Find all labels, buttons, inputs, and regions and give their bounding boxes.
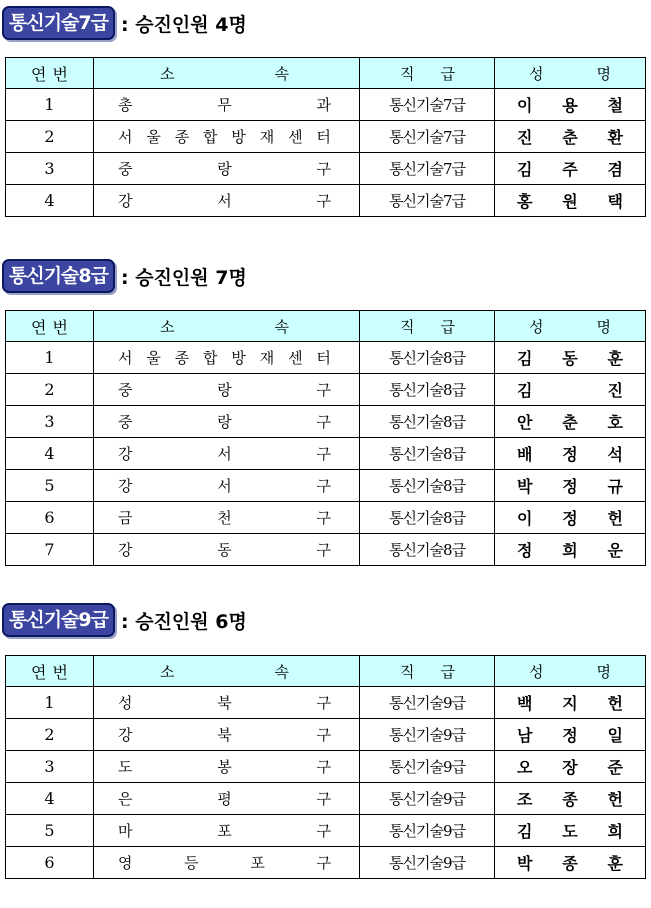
row-dept — [94, 783, 360, 815]
row-dept-char: 터 — [316, 349, 331, 367]
row-name-char: 헌 — [607, 790, 623, 809]
row-dept-char: 영 — [118, 854, 133, 872]
row-dept-char: 구 — [316, 822, 331, 840]
table-row — [6, 374, 646, 406]
row-dept-char: 구 — [316, 694, 331, 712]
row-name-char: 안 — [517, 413, 533, 432]
row-name — [495, 719, 646, 751]
row-num: 4 — [6, 185, 94, 217]
promotion-table — [5, 310, 646, 566]
row-name — [495, 89, 646, 121]
row-dept-text — [94, 724, 359, 745]
row-name-char: 장 — [562, 758, 578, 777]
header-dept-text — [94, 316, 359, 337]
table-row — [6, 342, 646, 374]
row-name-char: 운 — [607, 541, 623, 560]
row-name — [495, 815, 646, 847]
row-name-char: 박 — [517, 854, 533, 873]
row-dept-char: 재 — [259, 128, 275, 146]
row-name-char: 김 — [517, 822, 533, 841]
row-grade: 통신기술9급 — [360, 847, 495, 879]
row-name-text — [495, 378, 645, 401]
grade-badge: 통신기술7급 — [2, 6, 115, 40]
row-dept — [94, 534, 360, 566]
grade-badge: 통신기술8급 — [2, 259, 115, 293]
row-dept-char: 구 — [316, 413, 331, 431]
row-name-char: 남 — [517, 726, 533, 745]
header-name — [495, 656, 646, 687]
table-row — [6, 751, 646, 783]
row-dept-char: 종 — [174, 128, 190, 146]
table-row — [6, 185, 646, 217]
header-name-char: 성 — [529, 317, 544, 336]
table-row — [6, 153, 646, 185]
row-name-char: 정 — [562, 477, 578, 496]
row-name — [495, 783, 646, 815]
row-dept-text — [94, 411, 359, 432]
row-dept-text — [94, 126, 359, 147]
header-dept-char: 소 — [160, 317, 175, 336]
row-dept-char: 성 — [118, 694, 133, 712]
row-dept-char: 울 — [146, 128, 161, 146]
header-name-char: 명 — [596, 64, 611, 83]
header-num-char: 번 — [52, 662, 68, 682]
row-grade: 통신기술8급 — [360, 374, 495, 406]
header-grade-char: 급 — [440, 64, 454, 83]
row-num: 3 — [6, 153, 94, 185]
row-name-char: 규 — [607, 477, 623, 496]
row-dept-text — [94, 158, 359, 179]
row-dept-char: 금 — [118, 509, 133, 527]
table-row — [6, 470, 646, 502]
row-dept-text — [94, 190, 359, 211]
header-dept-char: 소 — [160, 662, 175, 681]
row-dept-char: 강 — [118, 445, 133, 463]
row-num: 6 — [6, 847, 94, 879]
row-name — [495, 751, 646, 783]
header-num — [6, 58, 94, 89]
header-name-char: 성 — [529, 662, 544, 681]
row-name-char: 호 — [607, 413, 623, 432]
row-grade: 통신기술7급 — [360, 153, 495, 185]
row-dept-text — [94, 852, 359, 873]
row-name-char: 헌 — [607, 509, 623, 528]
promotion-table — [5, 655, 646, 879]
row-name-char: 백 — [517, 694, 533, 713]
row-dept — [94, 185, 360, 217]
row-dept-char: 은 — [118, 790, 133, 808]
row-name-char: 원 — [562, 192, 578, 211]
row-dept-text — [94, 788, 359, 809]
row-dept-char: 종 — [174, 349, 190, 367]
row-dept-char: 방 — [231, 128, 246, 146]
table-header-row — [6, 656, 646, 687]
table-row — [6, 719, 646, 751]
row-dept-text — [94, 756, 359, 777]
row-name-char: 헌 — [607, 694, 623, 713]
grade-badge: 통신기술9급 — [2, 603, 115, 637]
row-dept — [94, 121, 360, 153]
row-dept-char: 울 — [146, 349, 161, 367]
row-name-char: 오 — [517, 758, 533, 777]
header-grade-text — [360, 661, 494, 682]
row-dept-char: 동 — [217, 541, 232, 559]
row-name-char: 이 — [517, 96, 533, 115]
row-num: 3 — [6, 406, 94, 438]
row-dept-char: 랑 — [217, 160, 232, 178]
row-name-char: 진 — [607, 381, 623, 400]
row-dept-char: 구 — [316, 541, 331, 559]
row-dept-char: 랑 — [217, 381, 232, 399]
table-row — [6, 815, 646, 847]
row-num: 1 — [6, 342, 94, 374]
header-grade — [360, 656, 495, 687]
row-name-char: 도 — [562, 822, 578, 841]
row-name-text — [495, 723, 645, 746]
table-row — [6, 783, 646, 815]
header-name-text — [495, 661, 645, 682]
header-num-char: 연 — [31, 64, 47, 84]
row-dept-char: 봉 — [217, 758, 232, 776]
row-dept — [94, 719, 360, 751]
row-dept-text — [94, 347, 359, 368]
row-dept-char: 서 — [217, 477, 232, 495]
row-name-char: 종 — [562, 790, 578, 809]
row-dept — [94, 374, 360, 406]
row-dept-char: 구 — [316, 854, 331, 872]
header-num-text — [6, 62, 93, 85]
row-grade: 통신기술8급 — [360, 438, 495, 470]
row-dept-char: 등 — [184, 854, 199, 872]
row-dept-text — [94, 443, 359, 464]
row-num: 4 — [6, 783, 94, 815]
row-name-char: 춘 — [562, 128, 578, 147]
table-row — [6, 121, 646, 153]
row-dept-char: 합 — [203, 349, 218, 367]
row-dept-char: 합 — [203, 128, 218, 146]
row-name-text — [495, 755, 645, 778]
row-name-char: 철 — [607, 96, 623, 115]
row-dept-char: 구 — [316, 509, 331, 527]
header-dept — [94, 311, 360, 342]
row-name-char: 정 — [562, 726, 578, 745]
header-name — [495, 58, 646, 89]
row-name — [495, 153, 646, 185]
row-grade: 통신기술8급 — [360, 470, 495, 502]
row-dept-char: 마 — [118, 822, 133, 840]
row-dept-char: 북 — [217, 726, 232, 744]
row-name — [495, 406, 646, 438]
table-row — [6, 847, 646, 879]
row-name-char: 박 — [517, 477, 533, 496]
row-dept-char: 서 — [217, 445, 232, 463]
row-num: 5 — [6, 470, 94, 502]
promotion-table — [5, 57, 646, 217]
row-dept-char: 중 — [118, 413, 133, 431]
row-name-char: 훈 — [607, 854, 623, 873]
row-grade: 통신기술7급 — [360, 121, 495, 153]
row-dept-text — [94, 692, 359, 713]
row-name-text — [495, 157, 645, 180]
row-name-char: 동 — [562, 349, 578, 368]
promotion-count: : 승진인원 7명 — [121, 266, 247, 289]
row-dept — [94, 153, 360, 185]
row-dept-char: 포 — [250, 854, 265, 872]
header-num-char: 번 — [52, 64, 68, 84]
row-name-char: 택 — [607, 192, 623, 211]
row-dept-char: 터 — [316, 128, 331, 146]
section-heading — [2, 6, 247, 40]
row-name — [495, 185, 646, 217]
row-dept-char: 도 — [118, 758, 133, 776]
header-name-char: 명 — [596, 662, 611, 681]
row-name-char: 희 — [562, 541, 578, 560]
header-num — [6, 311, 94, 342]
header-grade-text — [360, 63, 494, 84]
row-name-char: 준 — [607, 758, 623, 777]
row-dept-char: 센 — [288, 349, 303, 367]
row-name — [495, 470, 646, 502]
row-dept-char: 랑 — [217, 413, 232, 431]
row-grade: 통신기술9급 — [360, 815, 495, 847]
header-name-text — [495, 63, 645, 84]
row-dept-text — [94, 539, 359, 560]
row-num: 6 — [6, 502, 94, 534]
header-name-text — [495, 316, 645, 337]
row-dept-char: 평 — [217, 790, 232, 808]
row-name-char: 김 — [517, 160, 533, 179]
section-heading — [2, 603, 247, 637]
row-num: 2 — [6, 719, 94, 751]
row-dept-text — [94, 475, 359, 496]
header-grade-char: 급 — [440, 317, 454, 336]
header-dept-char: 속 — [274, 662, 289, 681]
row-dept-char: 방 — [231, 349, 246, 367]
row-name — [495, 374, 646, 406]
row-dept-char: 구 — [316, 790, 331, 808]
row-dept-char: 서 — [118, 349, 133, 367]
row-name-text — [495, 851, 645, 874]
row-grade: 통신기술9급 — [360, 783, 495, 815]
row-dept-char: 강 — [118, 726, 133, 744]
row-dept-char: 중 — [118, 160, 133, 178]
header-num-char: 연 — [31, 662, 47, 682]
row-dept — [94, 751, 360, 783]
row-name-char: 정 — [562, 509, 578, 528]
row-grade: 통신기술7급 — [360, 185, 495, 217]
row-grade: 통신기술9급 — [360, 719, 495, 751]
row-dept-text — [94, 820, 359, 841]
row-name-char: 배 — [517, 445, 533, 464]
row-name — [495, 687, 646, 719]
row-num: 3 — [6, 751, 94, 783]
row-dept-char: 재 — [259, 349, 275, 367]
header-grade-char: 직 — [400, 317, 414, 336]
row-grade: 통신기술8급 — [360, 502, 495, 534]
header-num-text — [6, 660, 93, 683]
row-name-char: 종 — [562, 854, 578, 873]
header-grade-char: 직 — [400, 64, 414, 83]
row-dept — [94, 89, 360, 121]
row-name — [495, 502, 646, 534]
row-name-text — [495, 410, 645, 433]
row-grade: 통신기술9급 — [360, 751, 495, 783]
row-name-char: 조 — [517, 790, 533, 809]
header-name-char: 명 — [596, 317, 611, 336]
row-num: 2 — [6, 374, 94, 406]
header-dept-text — [94, 661, 359, 682]
header-dept-char: 소 — [160, 64, 175, 83]
row-name-text — [495, 819, 645, 842]
row-name — [495, 534, 646, 566]
table-row — [6, 89, 646, 121]
row-grade: 통신기술7급 — [360, 89, 495, 121]
row-name-char: 환 — [607, 128, 623, 147]
row-name-char: 지 — [562, 694, 578, 713]
row-name — [495, 438, 646, 470]
row-dept-char: 구 — [316, 445, 331, 463]
row-dept-char: 무 — [217, 96, 232, 114]
row-dept — [94, 687, 360, 719]
row-name-text — [495, 346, 645, 369]
row-dept-char: 강 — [118, 541, 133, 559]
row-name-text — [495, 189, 645, 212]
header-num-char: 번 — [52, 317, 68, 337]
row-dept-char: 강 — [118, 477, 133, 495]
header-dept-char: 속 — [274, 317, 289, 336]
header-name — [495, 311, 646, 342]
row-name-text — [495, 691, 645, 714]
row-dept-char: 구 — [316, 758, 331, 776]
row-name-char: 일 — [607, 726, 623, 745]
promotion-count: : 승진인원 6명 — [121, 610, 247, 633]
row-dept-char: 센 — [288, 128, 303, 146]
header-grade-char: 급 — [440, 662, 454, 681]
row-name-char: 용 — [562, 96, 578, 115]
promotion-count: : 승진인원 4명 — [121, 13, 247, 36]
row-name-char: 주 — [562, 160, 578, 179]
row-name-char: 진 — [517, 128, 533, 147]
row-name-char: 홍 — [517, 192, 533, 211]
row-dept-char: 구 — [316, 160, 331, 178]
row-dept-char: 과 — [316, 96, 331, 114]
row-name-char: 춘 — [562, 413, 578, 432]
row-dept — [94, 847, 360, 879]
section-heading — [2, 259, 247, 293]
table-row — [6, 687, 646, 719]
row-dept — [94, 470, 360, 502]
row-name-text — [495, 538, 645, 561]
row-name-text — [495, 474, 645, 497]
row-name-char: 이 — [517, 509, 533, 528]
table-row — [6, 534, 646, 566]
row-dept — [94, 406, 360, 438]
row-grade: 통신기술8급 — [360, 534, 495, 566]
header-dept — [94, 656, 360, 687]
row-dept-char: 구 — [316, 381, 331, 399]
header-grade — [360, 58, 495, 89]
row-dept-char: 북 — [217, 694, 232, 712]
header-num-char: 연 — [31, 317, 47, 337]
row-name-char: 겸 — [607, 160, 623, 179]
row-num: 1 — [6, 89, 94, 121]
row-dept — [94, 815, 360, 847]
row-dept-text — [94, 94, 359, 115]
row-num: 1 — [6, 687, 94, 719]
row-dept-char: 서 — [217, 192, 232, 210]
header-grade-text — [360, 316, 494, 337]
table-header-row — [6, 58, 646, 89]
row-name-char: 정 — [517, 541, 533, 560]
row-name-char: 김 — [517, 349, 533, 368]
row-name-char: 훈 — [607, 349, 623, 368]
row-name — [495, 342, 646, 374]
row-dept-text — [94, 507, 359, 528]
table-row — [6, 438, 646, 470]
table-header-row — [6, 311, 646, 342]
row-name-text — [495, 506, 645, 529]
row-dept — [94, 342, 360, 374]
row-dept-char: 총 — [118, 96, 133, 114]
row-dept-char: 포 — [217, 822, 232, 840]
header-name-char: 성 — [529, 64, 544, 83]
row-dept-char: 구 — [316, 477, 331, 495]
row-name-text — [495, 125, 645, 148]
row-grade: 통신기술9급 — [360, 687, 495, 719]
row-dept-char: 천 — [217, 509, 232, 527]
table-row — [6, 406, 646, 438]
row-dept-char: 구 — [316, 726, 331, 744]
row-dept-text — [94, 379, 359, 400]
table-row — [6, 502, 646, 534]
header-dept — [94, 58, 360, 89]
header-dept-text — [94, 63, 359, 84]
header-grade — [360, 311, 495, 342]
row-grade: 통신기술8급 — [360, 342, 495, 374]
row-name — [495, 847, 646, 879]
row-num: 2 — [6, 121, 94, 153]
row-name-text — [495, 93, 645, 116]
row-grade: 통신기술8급 — [360, 406, 495, 438]
row-dept-char: 강 — [118, 192, 133, 210]
row-name-char: 희 — [607, 822, 623, 841]
row-name — [495, 121, 646, 153]
row-num: 7 — [6, 534, 94, 566]
row-num: 4 — [6, 438, 94, 470]
header-num — [6, 656, 94, 687]
row-dept-char: 구 — [316, 192, 331, 210]
row-name-char: 석 — [607, 445, 623, 464]
row-dept-char: 중 — [118, 381, 133, 399]
row-dept — [94, 502, 360, 534]
row-num: 5 — [6, 815, 94, 847]
row-name-char: 정 — [562, 445, 578, 464]
row-name-text — [495, 787, 645, 810]
header-dept-char: 속 — [274, 64, 289, 83]
header-num-text — [6, 315, 93, 338]
row-name-text — [495, 442, 645, 465]
row-dept — [94, 438, 360, 470]
row-dept-char: 서 — [118, 128, 133, 146]
header-grade-char: 직 — [400, 662, 414, 681]
row-name-char: 김 — [517, 381, 533, 400]
